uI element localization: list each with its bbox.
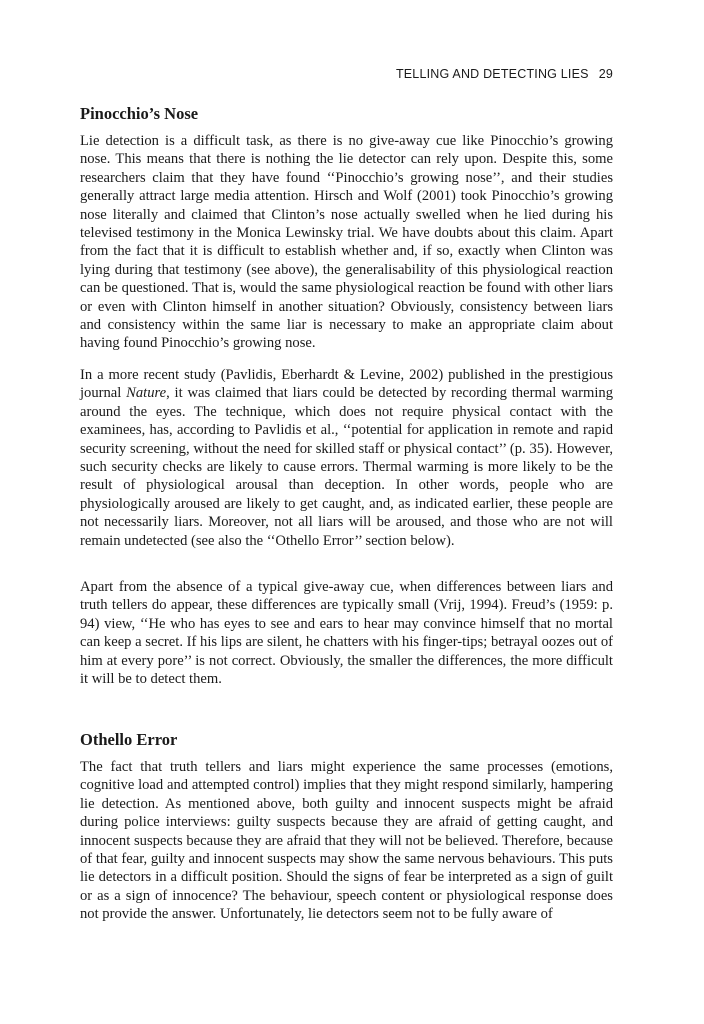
running-head <box>396 67 613 81</box>
page-number: 29 <box>598 67 613 81</box>
section-heading: Othello Error <box>80 730 178 749</box>
journal-title-italic: Nature <box>126 385 167 402</box>
paragraph <box>80 366 613 550</box>
section-othello-error <box>80 730 613 923</box>
paragraph: Lie detection is a difficult task, as there is no give-away cue like Pinocchio’s growing nose. This means that there is nothing the lie detector can rely upon. Despite this, some researchers claim that they have found ‘‘Pinocchio’s growing nose’’, and their studies generally attract large media attention. Hirsch and Wolf (2001) took Pinocchio’s growing nose literally and claimed that Clinton’s nose actually swelled when he lied during his televised testimony in the Monica Lewinsky trial. We have doubts about this claim. Apart from the fact that it is difficult to establish whether and, if so, exactly when Clinton was lying during that testimony (see above), the generalisability of this physiological reaction can be questioned. That is, would the same physiological reaction be found with other liars or even with Clinton himself in another situation? Obviously, consistency between liars and consistency within the same liar is necessary to make an appropriate claim about having found Pinocchio’s growing nose. <box>80 133 613 352</box>
paragraph: Apart from the absence of a typical give-away cue, when differences between liars and truth tellers do appear, these differences are typically small (Vrij, 1994). Freud’s (1959: p. 94) view, ‘‘He who has eyes to see and ears to hear may convince himself that no mortal can keep a secret. If his lips are silent, he chatters with his finger-tips; betrayal oozes out of him at every pore’’ is not correct. Obviously, the smaller the differences, the more difficult it will be to detect them. <box>80 579 613 688</box>
running-title: TELLING AND DETECTING LIES <box>395 67 589 81</box>
section-heading: Pinocchio’s Nose <box>80 104 199 123</box>
section-pinocchios-nose <box>80 104 613 688</box>
paragraph-text: , it was claimed that liars could be detected by recording thermal warming around the eyes. The technique, which does not require physical contact with the examinees, has, according to Pavlidis et al., ‘‘potential for application in remote and rapid security screening, without the need for skilled staff or physical contact’’ (p. 35). However, such security checks are likely to cause errors. Thermal warming is more likely to be the result of physiological arousal than deception. In other words, people who are physiologically aroused are likely to get caught, and, as indicated earlier, these people are not necessarily liars. Moreover, not all liars will be aroused, and those who are not will remain undetected (see also the ‘‘Othello Error’’ section below). <box>80 385 613 549</box>
paragraph: The fact that truth tellers and liars might experience the same processes (emotions, cognitive load and attempted control) implies that they might respond similarly, hampering lie detection. As mentioned above, both guilty and innocent suspects might be afraid during police interviews: guilty suspects because they are afraid of getting caught, and innocent suspects because they are afraid that they will not be believed. Therefore, because of that fear, guilty and innocent suspects may show the same nervous behaviours. This puts lie detectors in a difficult position. Should the signs of fear be interpreted as a sign of guilt or as a sign of innocence? The behaviour, speech content or physiological response does not provide the answer. Unfortunately, lie detectors seem not to be fully aware of <box>80 759 613 923</box>
paragraph-text: In a more recent study (Pavlidis, Eberhardt & Levine, 2002) published in the prestigious journal <box>80 367 613 402</box>
